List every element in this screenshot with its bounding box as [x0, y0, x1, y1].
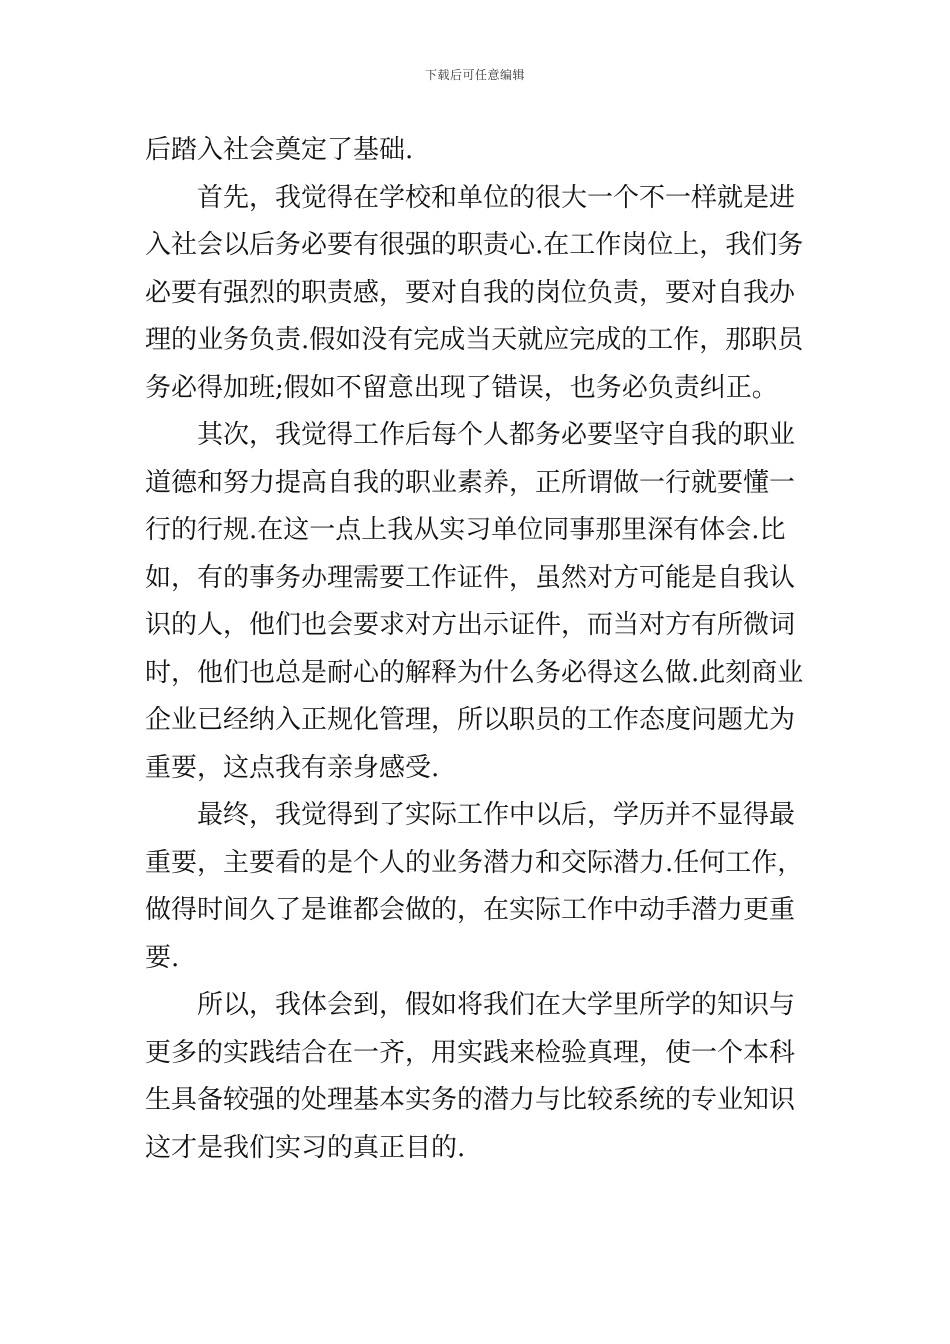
text-line: 后踏入社会奠定了基础. [145, 135, 414, 165]
text-line: 道德和努力提高自我的职业素养，正所谓做一行就要懂一 [145, 467, 796, 498]
paragraph [145, 792, 810, 982]
text-line: 必要有强烈的职责感，要对自我的岗位负责，要对自我办 [145, 277, 796, 308]
text-line: 这才是我们实习的真正目的. [145, 1132, 466, 1163]
paragraph [145, 175, 810, 413]
text-line: 识的人，他们也会要求对方出示证件，而当对方有所微词 [145, 610, 796, 640]
page-header: 下载后可任意编辑 [424, 68, 525, 82]
text-line: 要. [145, 942, 180, 973]
text-line: 重要，这点我有亲身感受. [145, 752, 440, 783]
text-line: 重要，主要看的是个人的业务潜力和交际潜力.任何工作， [145, 847, 804, 878]
text-line: 务必得加班;假如不留意出现了错误，也务必负责纠正。 [145, 372, 778, 403]
text-line: 理的业务负责.假如没有完成当天就应完成的工作，那职员 [145, 325, 804, 355]
text-line: 时，他们也总是耐心的解释为什么务必得这么做.此刻商业 [145, 657, 804, 688]
text-line: 最终，我觉得到了实际工作中以后，学历并不显得最 [197, 800, 796, 830]
text-line: 生具备较强的处理基本实务的潜力与比较系统的专业知识 [145, 1085, 796, 1115]
text-line: 做得时间久了是谁都会做的，在实际工作中动手潜力更重 [145, 895, 796, 925]
text-line: 其次，我觉得工作后每个人都务必要坚守自我的职业 [197, 420, 796, 450]
text-line: 更多的实践结合在一齐，用实践来检验真理，使一个本科 [145, 1037, 796, 1068]
text-line: 所以，我体会到，假如将我们在大学里所学的知识与 [197, 990, 796, 1020]
paragraph [145, 127, 810, 175]
text-line: 行的行规.在这一点上我从实习单位同事那里深有体会.比 [145, 515, 786, 545]
text-line: 企业已经纳入正规化管理，所以职员的工作态度问题尤为 [145, 705, 796, 735]
paragraph [145, 412, 810, 792]
document-body [145, 127, 810, 1172]
paragraph [145, 982, 810, 1172]
text-line: 入社会以后务必要有很强的职责心.在工作岗位上，我们务 [145, 230, 804, 260]
text-line: 如，有的事务办理需要工作证件，虽然对方可能是自我认 [145, 562, 796, 593]
text-line: 首先，我觉得在学校和单位的很大一个不一样就是进 [197, 182, 796, 213]
